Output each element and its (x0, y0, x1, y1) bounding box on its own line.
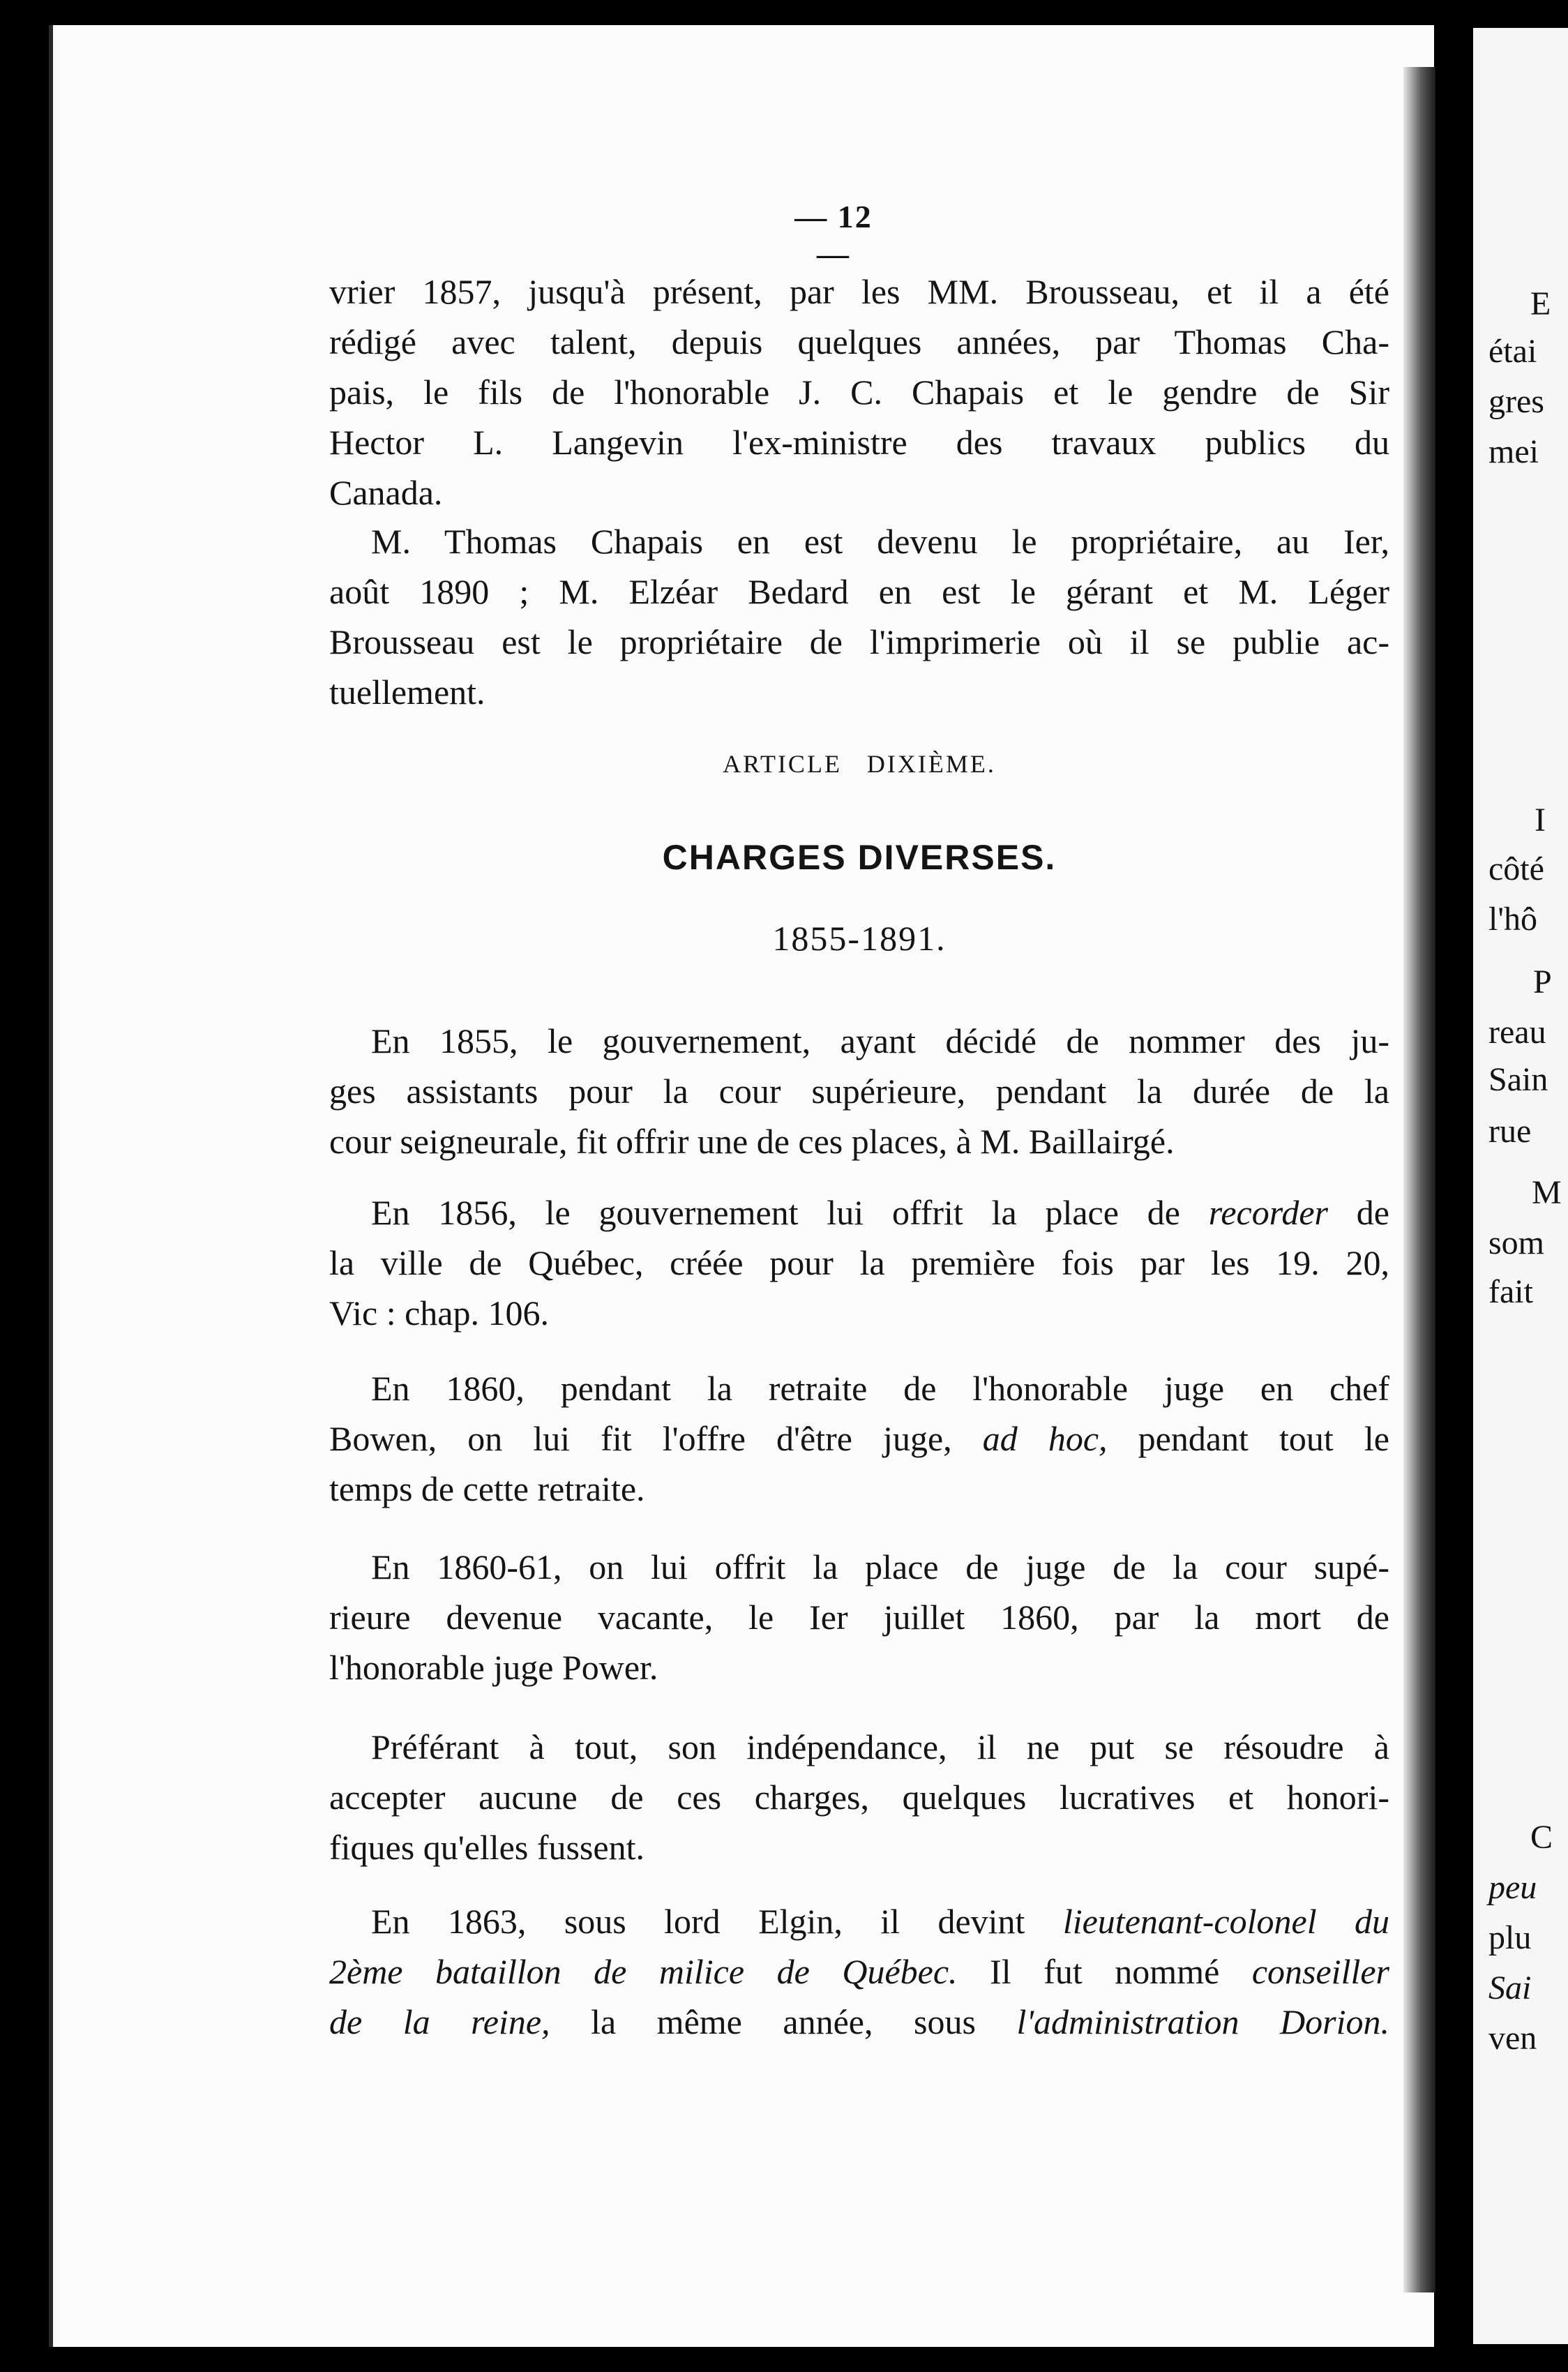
neighbor-fragment: Sain (1488, 1061, 1548, 1098)
page-gutter-shadow (1403, 67, 1435, 2292)
text-line: tuellement. (329, 673, 485, 712)
text-run: pendant tout le (1107, 1419, 1389, 1458)
neighbor-fragment: étai (1488, 333, 1537, 370)
text-line: temps de cette retraite. (329, 1469, 645, 1508)
neighbor-fragment: I (1535, 802, 1546, 839)
text-line (329, 1997, 1389, 2047)
paragraph-1860 (329, 1363, 1389, 1514)
text-line (329, 1413, 1389, 1464)
text-line: Préférant à tout, son indépendance, il ne put se résoudre à (371, 1727, 1389, 1766)
text-line (329, 1946, 1389, 1997)
text-line: En 1860-61, on lui offrit la place de juge de la cour supé- (371, 1547, 1389, 1586)
neighbor-fragment: M (1532, 1174, 1562, 1211)
neighbor-fragment: P (1533, 963, 1552, 1000)
italic-term: l'administration Dorion. (1016, 2002, 1389, 2041)
text-line: pais, le fils de l'honorable J. C. Chapais et le gendre de Sir (329, 373, 1389, 412)
text-line: l'honorable juge Power. (329, 1648, 658, 1687)
paragraph-1860-61 (329, 1542, 1389, 1692)
italic-term: 2ème bataillon de milice de Québec. (329, 1952, 958, 1991)
text-line: accepter aucune de ces charges, quelques lucratives et honori- (329, 1778, 1389, 1817)
page-number: — 12 — (794, 199, 873, 271)
paragraph-preferant (329, 1722, 1389, 1872)
text-line (329, 1187, 1389, 1238)
neighbor-fragment: fait (1488, 1273, 1533, 1310)
text-run: En 1856, le gouvernement lui offrit la place de (371, 1193, 1209, 1232)
text-line: la ville de Québec, créée pour la première fois par les 19. 20, (329, 1243, 1389, 1282)
neighbor-fragment: mei (1488, 433, 1539, 470)
italic-term: recorder (1208, 1193, 1328, 1232)
text-line: vrier 1857, jusqu'à présent, par les MM. Brousseau, et il a été (329, 272, 1389, 311)
text-line: cour seigneurale, fit offrir une de ces places, à M. Baillairgé. (329, 1122, 1175, 1161)
neighbor-fragment: Sai (1488, 1969, 1532, 2006)
adjacent-page-fragment (1473, 28, 1568, 2344)
neighbor-fragment: ven (1488, 2020, 1537, 2057)
text-line: Canada. (329, 473, 443, 512)
italic-term: lieutenant-colonel du (1062, 1902, 1389, 1941)
neighbor-fragment: côté (1488, 850, 1544, 887)
text-run: Il fut nommé (957, 1952, 1252, 1991)
text-run: En 1863, sous lord Elgin, il devint (371, 1902, 1063, 1941)
continuation-paragraph (329, 267, 1389, 518)
text-run: la même année, sous (550, 2002, 1017, 2041)
owner-paragraph (329, 516, 1389, 717)
date-range: 1855-1891. (772, 919, 947, 958)
paragraph-1863 (329, 1896, 1389, 2047)
text-line: En 1860, pendant la retraite de l'honorable juge en chef (371, 1369, 1389, 1408)
text-line (329, 1896, 1389, 1946)
paragraph-1856 (329, 1187, 1389, 1338)
neighbor-fragment: plu (1488, 1919, 1532, 1956)
italic-term: de la reine, (329, 2002, 550, 2041)
paragraph-1855 (329, 1016, 1389, 1166)
text-run: Bowen, on lui fit l'offre d'être juge, (329, 1419, 983, 1458)
text-run: de (1328, 1193, 1389, 1232)
italic-term: conseiller (1251, 1952, 1389, 1991)
neighbor-fragment: rue (1488, 1113, 1532, 1150)
neighbor-fragment: reau (1488, 1014, 1546, 1051)
italic-term: ad hoc, (982, 1419, 1108, 1458)
neighbor-fragment: som (1488, 1224, 1545, 1261)
neighbor-fragment: E (1530, 285, 1551, 322)
text-line: août 1890 ; M. Elzéar Bedard en est le gérant et M. Léger (329, 572, 1389, 611)
section-title: CHARGES DIVERSES. (662, 838, 1057, 877)
text-line: M. Thomas Chapais en est devenu le propriétaire, au Ier, (371, 522, 1389, 561)
text-line: fiques qu'elles fussent. (329, 1828, 644, 1867)
neighbor-fragment: l'hô (1488, 901, 1537, 938)
text-line: Brousseau est le propriétaire de l'imprimerie où il se publie ac- (329, 622, 1389, 661)
text-line: rédigé avec talent, depuis quelques années, par Thomas Cha- (329, 322, 1389, 361)
text-line: Vic : chap. 106. (329, 1293, 549, 1333)
text-line: En 1855, le gouvernement, ayant décidé de nommer des ju- (371, 1021, 1389, 1060)
neighbor-fragment: peu (1488, 1869, 1537, 1906)
neighbor-fragment: C (1530, 1819, 1553, 1856)
text-line: ges assistants pour la cour supérieure, pendant la durée de la (329, 1072, 1389, 1111)
neighbor-fragment: gres (1488, 383, 1544, 420)
text-line: rieure devenue vacante, le Ier juillet 1860, par la mort de (329, 1598, 1389, 1637)
text-line: Hector L. Langevin l'ex-ministre des travaux publics du (329, 423, 1389, 462)
article-heading: ARTICLE DIXIÈME. (723, 750, 996, 778)
